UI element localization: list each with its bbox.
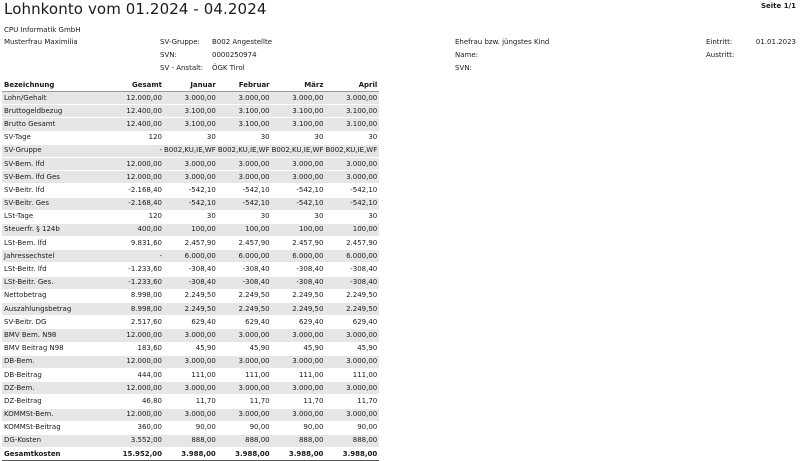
cell-januar: 629,40 — [164, 316, 218, 329]
table-row — [2, 382, 379, 395]
cell-januar: 6.000,00 — [164, 250, 218, 263]
cell-januar: -308,40 — [164, 276, 218, 289]
cell-gesamt: 2.517,60 — [102, 316, 164, 329]
page-title: Lohnkonto vom 01.2024 - 04.2024 — [4, 0, 267, 18]
total-row — [2, 448, 379, 461]
cell-april: -308,40 — [325, 276, 379, 289]
cell-februar: 11,70 — [218, 395, 272, 408]
cell-februar: 2.457,90 — [218, 237, 272, 250]
cell-april: B002,KU,IE,WF — [325, 144, 379, 157]
cell-april: -308,40 — [325, 263, 379, 276]
lohnkonto-table — [2, 79, 379, 461]
cell-april: 3.100,00 — [325, 105, 379, 118]
cell-gesamt: 9.831,60 — [102, 237, 164, 250]
cell-gesamt: 12.400,00 — [102, 118, 164, 131]
cell-februar: 888,00 — [218, 434, 272, 447]
table-row — [2, 263, 379, 276]
cell-februar: 3.000,00 — [218, 329, 272, 342]
sv-gruppe-label: SV-Gruppe: — [160, 38, 200, 46]
cell-januar: 2.457,90 — [164, 237, 218, 250]
table-row — [2, 105, 379, 118]
page-number: Seite 1/1 — [760, 2, 796, 10]
col-header-februar: Februar — [218, 79, 272, 92]
cell-maerz: 6.000,00 — [272, 250, 326, 263]
cell-februar: 111,00 — [218, 368, 272, 381]
cell-maerz: 3.000,00 — [272, 329, 326, 342]
cell-maerz: 2.249,50 — [272, 289, 326, 302]
cell-maerz: B002,KU,IE,WF — [272, 144, 326, 157]
table-row — [2, 355, 379, 368]
cell-april: 629,40 — [325, 316, 379, 329]
cell-bezeichnung: DZ-Beitrag — [2, 395, 102, 408]
cell-bezeichnung: Nettobetrag — [2, 289, 102, 302]
cell-februar: 3.000,00 — [218, 171, 272, 184]
cell-april: 30 — [325, 210, 379, 223]
sv-anstalt-label: SV - Anstalt: — [160, 64, 204, 72]
cell-gesamt: 120 — [102, 131, 164, 144]
cell-bezeichnung: LSt-Beitr. lfd — [2, 263, 102, 276]
cell-april: 90,00 — [325, 421, 379, 434]
eintritt-label: Eintritt: — [706, 38, 733, 46]
cell-gesamt: 46,80 — [102, 395, 164, 408]
cell-april: -542,10 — [325, 184, 379, 197]
total-cell-maerz: 3.988,00 — [272, 448, 326, 461]
cell-april: 6.000,00 — [325, 250, 379, 263]
table-row — [2, 171, 379, 184]
cell-januar: 3.000,00 — [164, 157, 218, 170]
table-row — [2, 395, 379, 408]
col-header-maerz: März — [272, 79, 326, 92]
cell-bezeichnung: SV-Tage — [2, 131, 102, 144]
table-row — [2, 118, 379, 131]
col-header-januar: Januar — [164, 79, 218, 92]
eintritt-value: 01.01.2023 — [755, 38, 796, 46]
cell-bezeichnung: Brutto Gesamt — [2, 118, 102, 131]
cell-bezeichnung: KOMMSt-Bem. — [2, 408, 102, 421]
cell-januar: 3.000,00 — [164, 171, 218, 184]
cell-maerz: 3.000,00 — [272, 382, 326, 395]
cell-februar: 45,90 — [218, 342, 272, 355]
cell-april: 3.000,00 — [325, 355, 379, 368]
total-cell-gesamt: 15.952,00 — [102, 448, 164, 461]
cell-gesamt: 12.000,00 — [102, 92, 164, 105]
cell-bezeichnung: SV-Bem. lfd Ges — [2, 171, 102, 184]
cell-februar: -308,40 — [218, 263, 272, 276]
cell-februar: 3.000,00 — [218, 382, 272, 395]
cell-maerz: 3.000,00 — [272, 171, 326, 184]
cell-april: 3.000,00 — [325, 382, 379, 395]
cell-april: 45,90 — [325, 342, 379, 355]
cell-januar: 11,70 — [164, 395, 218, 408]
cell-bezeichnung: Steuerfr. § 124b — [2, 223, 102, 236]
table-row — [2, 368, 379, 381]
cell-gesamt: 12.000,00 — [102, 157, 164, 170]
cell-februar: 2.249,50 — [218, 289, 272, 302]
table-row — [2, 210, 379, 223]
cell-januar: -542,10 — [164, 197, 218, 210]
table-row — [2, 223, 379, 236]
table-row — [2, 289, 379, 302]
total-cell-bezeichnung: Gesamtkosten — [2, 448, 102, 461]
table-row — [2, 434, 379, 447]
cell-februar: 3.000,00 — [218, 408, 272, 421]
cell-maerz: 90,00 — [272, 421, 326, 434]
cell-januar: B002,KU,IE,WF — [164, 144, 218, 157]
cell-bezeichnung: KOMMSt-Beitrag — [2, 421, 102, 434]
cell-januar: 30 — [164, 210, 218, 223]
cell-januar: 3.000,00 — [164, 329, 218, 342]
cell-maerz: 3.000,00 — [272, 157, 326, 170]
cell-maerz: 2.457,90 — [272, 237, 326, 250]
cell-maerz: 629,40 — [272, 316, 326, 329]
cell-januar: 111,00 — [164, 368, 218, 381]
table-row — [2, 421, 379, 434]
cell-bezeichnung: DB-Beitrag — [2, 368, 102, 381]
cell-januar: 3.100,00 — [164, 118, 218, 131]
cell-januar: 3.000,00 — [164, 92, 218, 105]
cell-bezeichnung: BMV Beitrag N98 — [2, 342, 102, 355]
cell-gesamt: 12.000,00 — [102, 355, 164, 368]
cell-januar: 45,90 — [164, 342, 218, 355]
cell-januar: 3.000,00 — [164, 382, 218, 395]
company-name: CPU Informatik GmbH — [4, 26, 81, 34]
cell-bezeichnung: DZ-Bem. — [2, 382, 102, 395]
col-header-gesamt: Gesamt — [102, 79, 164, 92]
cell-februar: 90,00 — [218, 421, 272, 434]
cell-bezeichnung: LSt-Bem. lfd — [2, 237, 102, 250]
cell-maerz: 30 — [272, 210, 326, 223]
cell-januar: 30 — [164, 131, 218, 144]
cell-bezeichnung: Lohn/Gehalt — [2, 92, 102, 105]
cell-februar: 3.000,00 — [218, 355, 272, 368]
table-row — [2, 250, 379, 263]
cell-april: 100,00 — [325, 223, 379, 236]
cell-april: -542,10 — [325, 197, 379, 210]
cell-februar: -542,10 — [218, 184, 272, 197]
cell-maerz: 11,70 — [272, 395, 326, 408]
cell-bezeichnung: LSt-Beitr. Ges. — [2, 276, 102, 289]
cell-gesamt: 444,00 — [102, 368, 164, 381]
cell-bezeichnung: Bruttogeldbezug — [2, 105, 102, 118]
cell-maerz: 111,00 — [272, 368, 326, 381]
cell-februar: 3.100,00 — [218, 105, 272, 118]
cell-maerz: 3.000,00 — [272, 355, 326, 368]
cell-februar: 3.000,00 — [218, 92, 272, 105]
cell-maerz: 3.000,00 — [272, 92, 326, 105]
cell-bezeichnung: SV-Beitr. DG — [2, 316, 102, 329]
table-row — [2, 408, 379, 421]
cell-april: 111,00 — [325, 368, 379, 381]
svn-value: 0000250974 — [212, 51, 257, 59]
cell-april: 3.100,00 — [325, 118, 379, 131]
cell-januar: 100,00 — [164, 223, 218, 236]
cell-bezeichnung: Jahressechstel — [2, 250, 102, 263]
cell-gesamt: -2.168,40 — [102, 197, 164, 210]
cell-bezeichnung: SV-Gruppe — [2, 144, 102, 157]
total-cell-april: 3.988,00 — [325, 448, 379, 461]
col-header-april: April — [325, 79, 379, 92]
cell-januar: 2.249,50 — [164, 289, 218, 302]
cell-april: 3.000,00 — [325, 157, 379, 170]
sv-anstalt-value: ÖGK Tirol — [212, 64, 245, 72]
cell-januar: -542,10 — [164, 184, 218, 197]
cell-bezeichnung: LSt-Tage — [2, 210, 102, 223]
cell-maerz: -542,10 — [272, 197, 326, 210]
cell-gesamt: 12.000,00 — [102, 382, 164, 395]
cell-februar: 3.100,00 — [218, 118, 272, 131]
cell-bezeichnung: SV-Beitr. Ges — [2, 197, 102, 210]
cell-januar: 3.000,00 — [164, 355, 218, 368]
cell-maerz: -308,40 — [272, 276, 326, 289]
cell-april: 30 — [325, 131, 379, 144]
cell-gesamt: 8.998,00 — [102, 289, 164, 302]
cell-april: 888,00 — [325, 434, 379, 447]
table-row — [2, 157, 379, 170]
cell-maerz: -542,10 — [272, 184, 326, 197]
cell-februar: 2.249,50 — [218, 303, 272, 316]
cell-februar: 6.000,00 — [218, 250, 272, 263]
cell-gesamt: 183,60 — [102, 342, 164, 355]
cell-gesamt: 120 — [102, 210, 164, 223]
cell-maerz: 2.249,50 — [272, 303, 326, 316]
cell-maerz: 30 — [272, 131, 326, 144]
ehefrau-label: Ehefrau bzw. jüngstes Kind — [455, 38, 550, 46]
table-row — [2, 144, 379, 157]
cell-februar: 100,00 — [218, 223, 272, 236]
cell-bezeichnung: DB-Bem. — [2, 355, 102, 368]
cell-april: 3.000,00 — [325, 408, 379, 421]
cell-gesamt: 12.400,00 — [102, 105, 164, 118]
cell-gesamt: 360,00 — [102, 421, 164, 434]
cell-januar: 90,00 — [164, 421, 218, 434]
cell-gesamt: 400,00 — [102, 223, 164, 236]
cell-gesamt: -2.168,40 — [102, 184, 164, 197]
cell-bezeichnung: DG-Kosten — [2, 434, 102, 447]
cell-februar: 629,40 — [218, 316, 272, 329]
employee-name: Musterfrau Maximilia — [4, 38, 78, 46]
cell-gesamt: 3.552,00 — [102, 434, 164, 447]
table-row — [2, 329, 379, 342]
cell-bezeichnung: BMV Bem. N98 — [2, 329, 102, 342]
cell-gesamt: 12.000,00 — [102, 408, 164, 421]
table-row — [2, 131, 379, 144]
cell-april: 11,70 — [325, 395, 379, 408]
cell-april: 3.000,00 — [325, 329, 379, 342]
cell-maerz: 100,00 — [272, 223, 326, 236]
cell-februar: 30 — [218, 210, 272, 223]
cell-januar: 3.100,00 — [164, 105, 218, 118]
table-row — [2, 316, 379, 329]
cell-maerz: -308,40 — [272, 263, 326, 276]
table-row — [2, 92, 379, 105]
cell-februar: B002,KU,IE,WF — [218, 144, 272, 157]
cell-gesamt: -1.233,60 — [102, 263, 164, 276]
col-header-bezeichnung: Bezeichnung — [2, 79, 102, 92]
table-row — [2, 276, 379, 289]
kind-svn-label: SVN: — [455, 64, 472, 72]
austritt-label: Austritt: — [706, 51, 735, 59]
cell-april: 3.000,00 — [325, 171, 379, 184]
cell-gesamt: 12.000,00 — [102, 171, 164, 184]
cell-maerz: 888,00 — [272, 434, 326, 447]
cell-april: 2.457,90 — [325, 237, 379, 250]
cell-gesamt: -1.233,60 — [102, 276, 164, 289]
cell-bezeichnung: Auszahlungsbetrag — [2, 303, 102, 316]
cell-januar: -308,40 — [164, 263, 218, 276]
cell-gesamt: 12.000,00 — [102, 329, 164, 342]
table-row — [2, 342, 379, 355]
cell-april: 2.249,50 — [325, 289, 379, 302]
cell-maerz: 3.100,00 — [272, 118, 326, 131]
cell-februar: -308,40 — [218, 276, 272, 289]
cell-februar: 30 — [218, 131, 272, 144]
cell-januar: 2.249,50 — [164, 303, 218, 316]
cell-april: 2.249,50 — [325, 303, 379, 316]
sv-gruppe-value: B002 Angestellte — [212, 38, 273, 46]
cell-maerz: 3.000,00 — [272, 408, 326, 421]
cell-april: 3.000,00 — [325, 92, 379, 105]
table-row — [2, 303, 379, 316]
cell-gesamt: - — [102, 250, 164, 263]
cell-februar: 3.000,00 — [218, 157, 272, 170]
cell-gesamt: 8.998,00 — [102, 303, 164, 316]
table-row — [2, 197, 379, 210]
table-row — [2, 237, 379, 250]
cell-januar: 3.000,00 — [164, 408, 218, 421]
table-row — [2, 184, 379, 197]
cell-gesamt: - — [102, 144, 164, 157]
cell-maerz: 45,90 — [272, 342, 326, 355]
table-header-row — [2, 79, 379, 92]
svn-label: SVN: — [160, 51, 177, 59]
cell-bezeichnung: SV-Beitr. lfd — [2, 184, 102, 197]
total-cell-februar: 3.988,00 — [218, 448, 272, 461]
cell-maerz: 3.100,00 — [272, 105, 326, 118]
cell-januar: 888,00 — [164, 434, 218, 447]
kind-name-label: Name: — [455, 51, 479, 59]
total-cell-januar: 3.988,00 — [164, 448, 218, 461]
cell-bezeichnung: SV-Bem. lfd — [2, 157, 102, 170]
cell-februar: -542,10 — [218, 197, 272, 210]
